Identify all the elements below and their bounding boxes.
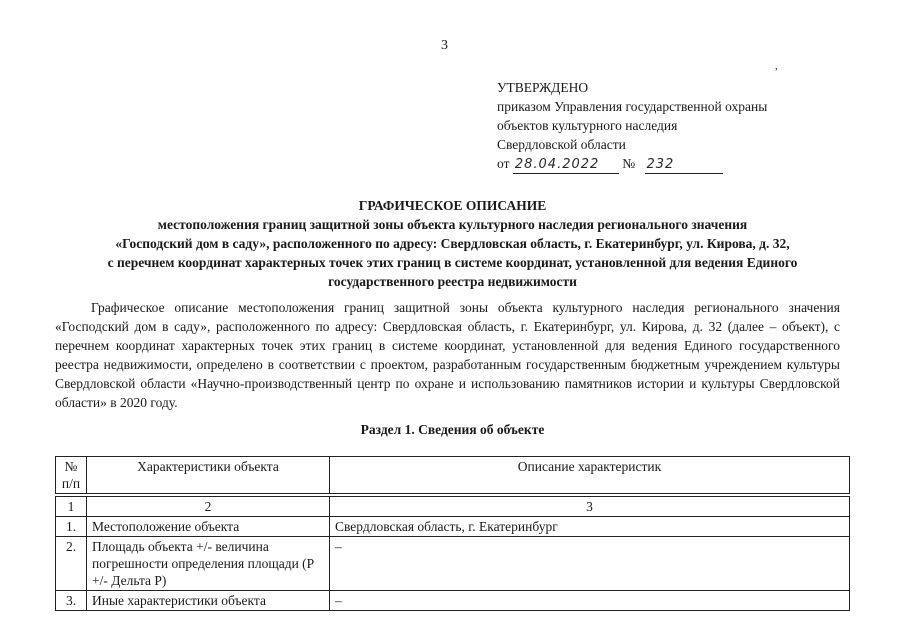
table-numbering-row [56, 497, 850, 517]
row-description: – [330, 537, 850, 591]
number-prefix: № [622, 156, 636, 171]
table-row [56, 517, 850, 537]
row-description: – [330, 591, 850, 611]
table-row [56, 591, 850, 611]
row-description: Свердловская область, г. Екатеринбург [330, 517, 850, 537]
approval-block [497, 78, 767, 174]
row-num: 2. [56, 537, 87, 591]
date-handwritten: 28.04.2022 [513, 157, 619, 174]
row-characteristic: Местоположение объекта [87, 517, 330, 537]
heading-line-4: государственного реестра недвижимости [328, 274, 577, 289]
scan-mark: , [775, 60, 778, 72]
number-handwritten: 232 [645, 157, 723, 174]
numbering-2: 2 [87, 497, 330, 517]
row-characteristic: Площадь объекта +/- величина погрешности определения площади (Р +/- Дельта Р) [87, 537, 330, 591]
date-prefix: от [497, 156, 510, 171]
approval-title: УТВЕРЖДЕНО [497, 80, 589, 95]
heading-title: ГРАФИЧЕСКОЕ ОПИСАНИЕ [358, 198, 547, 213]
section-title: Раздел 1. Сведения об объекте [360, 422, 545, 437]
approval-line-3: Свердловской области [497, 137, 626, 152]
header-characteristic: Характеристики объекта [87, 457, 330, 494]
heading-line-3: с перечнем координат характерных точек этих границ в системе координат, установленной для ведения Единого [107, 255, 798, 270]
document-heading [40, 196, 865, 291]
header-num: № п/п [56, 457, 87, 494]
approval-line-2: объектов культурного наследия [497, 118, 678, 133]
numbering-3: 3 [330, 497, 850, 517]
approval-line-1: приказом Управления государственной охраны [497, 99, 768, 114]
numbering-1: 1 [56, 497, 87, 517]
row-num: 1. [56, 517, 87, 537]
object-info-table [55, 456, 850, 611]
row-characteristic: Иные характеристики объекта [87, 591, 330, 611]
header-description: Описание характеристик [330, 457, 850, 494]
heading-line-2: «Господский дом в саду», расположенного по адресу: Свердловская область, г. Екатеринбург, ул. Кирова, д. 32, [115, 236, 790, 251]
approval-date-line [497, 154, 767, 174]
intro-paragraph: Графическое описание местоположения границ защитной зоны объекта культурного наследия регионального значения «Господский дом в саду», расположенного по адресу: Свердловская область, г. Екатеринбург, ул. Кирова, д. 32 (далее – объект), с перечнем координат характерных точек этих границ в системе координат, установленной для ведения Единого государственного реестра недвижимости, определено в соответствии с проектом, разработанным государственным бюджетным учреждением культуры Свердловской области «Научно-производственный центр по охране и использованию памятников истории и культуры Свердловской области» в 2020 году. [55, 300, 840, 410]
table-header-row [56, 457, 850, 494]
table-row [56, 537, 850, 591]
page-number: 3 [441, 38, 448, 53]
row-num: 3. [56, 591, 87, 611]
heading-line-1: местоположения границ защитной зоны объекта культурного наследия регионального значения [157, 217, 748, 232]
